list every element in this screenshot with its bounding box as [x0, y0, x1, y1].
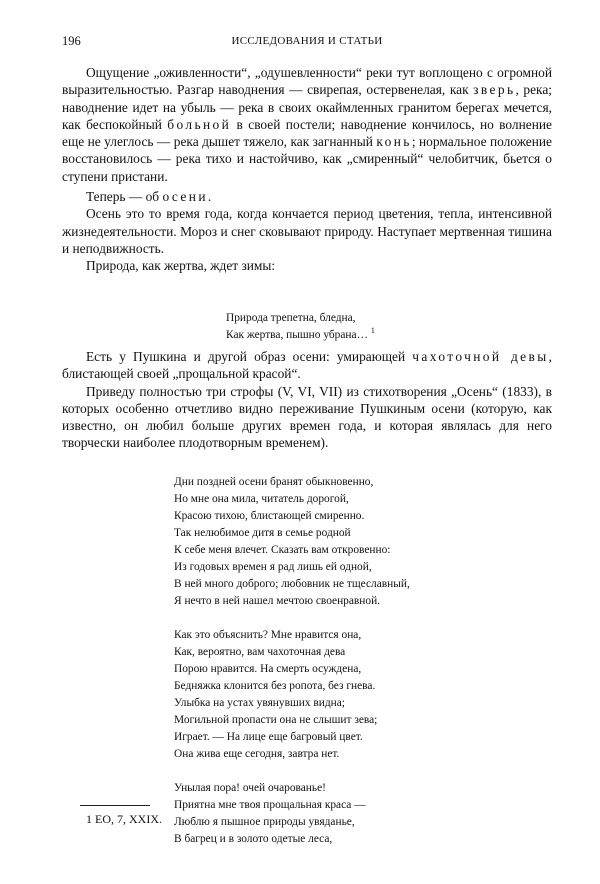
- poem-line: Я нечто в ней нашел мечтою своенравной.: [174, 595, 381, 607]
- poem-line: Как, вероятно, вам чахоточная дева: [174, 646, 346, 658]
- paragraph-autumn-intro: [62, 188, 552, 205]
- poem-line: Из годовых времен я рад лишь ей одной,: [174, 561, 372, 573]
- poem-stanza: [174, 780, 410, 848]
- paragraph-consumptive-maiden: [62, 348, 552, 383]
- poem-stanza: [174, 627, 410, 763]
- text-run: ; нормальное положение восстановилось — река тихо и настойчиво, как „смиренный“ челобитчик, бьется о ступени пристани.: [62, 134, 553, 184]
- poem-line: Природа трепетна, бледна,: [226, 312, 356, 324]
- poem-line: Порою нравится. На смерть осуждена,: [174, 663, 362, 675]
- poem-line: Улыбка на устах увянувших видна;: [174, 697, 345, 709]
- text-run: Есть у Пушкина и другой образ осени: умирающей: [86, 349, 413, 364]
- paragraph-river: [62, 64, 552, 185]
- poem-line: Она жива еще сегодня, завтра нет.: [174, 748, 340, 760]
- page-header: [62, 34, 552, 50]
- poem-line: Дни поздней осени бранят обыкновенно,: [174, 476, 374, 488]
- footnote: 1 ЕО, 7, XXIX.: [86, 812, 162, 826]
- spaced-word: чахоточной девы: [412, 349, 549, 364]
- poem-line: Бедняжка клонится без ропота, без гнева.: [174, 680, 376, 692]
- poem-line: Люблю я пышное природы увяданье,: [174, 816, 355, 828]
- page-number: 196: [62, 34, 81, 48]
- poem-line: [226, 327, 375, 344]
- spaced-word: зверь: [473, 82, 516, 98]
- poem-line: Играет. — На лице еще багровый цвет.: [174, 731, 363, 743]
- poem-line: Красою тихою, блистающей смиренно.: [174, 510, 365, 522]
- poem-line: Как это объяснить? Мне нравится она,: [174, 629, 362, 641]
- spaced-word: конь: [376, 134, 412, 150]
- main-text-top: [62, 64, 552, 275]
- autumn-poem: [174, 474, 410, 865]
- poem-line: Так нелюбимое дитя в семье родной: [174, 527, 351, 539]
- poem-line: Приятна мне твоя прощальная краса —: [174, 799, 366, 811]
- poem-line: В багрец и в золото одетые леса,: [174, 833, 333, 845]
- poem-line: К себе меня влечет. Сказать вам откровенно:: [174, 544, 391, 556]
- paragraph-stanzas-intro: Приведу полностью три строфы (V, VI, VII) из стихотворения „Осень“ (1833), в которых особенно отчетливо видно переживание Пушкиным осени (которую, как известно, он любил больше других времен года, и которая являлась для него творчески наиболее плодотворным временем).: [62, 383, 552, 451]
- footnote-mark: 1: [370, 326, 375, 336]
- main-text-middle: [62, 348, 552, 452]
- text-run: в своей постели; наводнение кончилось, но волнение еще не улеглось — река дышет тяжело, как загнанный: [62, 116, 552, 150]
- short-poem-quote: [226, 310, 375, 344]
- footnote-divider: [80, 805, 150, 806]
- text-run: , река; наводнение идет на убыль — река в своих окаймленных гранитом берегах мечется, как беспокойный: [62, 82, 552, 132]
- poem-line: Могильной пропасти она не слышит зева;: [174, 714, 378, 726]
- spaced-word: больной: [167, 116, 232, 132]
- poem-line: В ней много доброго; любовник не тщеславный,: [174, 578, 410, 590]
- poem-line: Но мне она мила, читатель дорогой,: [174, 493, 349, 505]
- spaced-word: осени: [162, 189, 208, 205]
- running-title: ИССЛЕДОВАНИЯ И СТАТЬИ: [231, 35, 383, 47]
- poem-line: Унылая пора! очей очарованье!: [174, 782, 326, 794]
- text-run: .: [207, 189, 212, 205]
- paragraph-autumn-definition: Осень это то время года, когда кончается период цветения, тепла, интенсивной жизнедеятельности. Мороз и снег сковывают природу. Наступает мертвенная тишина и неподвижность.: [62, 206, 552, 256]
- paragraph-nature-victim: Природа, как жертва, ждет зимы:: [86, 258, 276, 274]
- text-run: , блистающей своей „прощальной красой“.: [62, 349, 552, 382]
- text-run: Теперь — об: [86, 189, 163, 205]
- text-run: Ощущение „оживленности“, „одушевленности“ реки тут воплощено с огромной выразительностью. Разгар наводнения — свирепая, остервенелая, как: [62, 65, 552, 98]
- poem-line-text: Как жертва, пышно убрана…: [226, 329, 368, 341]
- poem-stanza: [174, 474, 410, 610]
